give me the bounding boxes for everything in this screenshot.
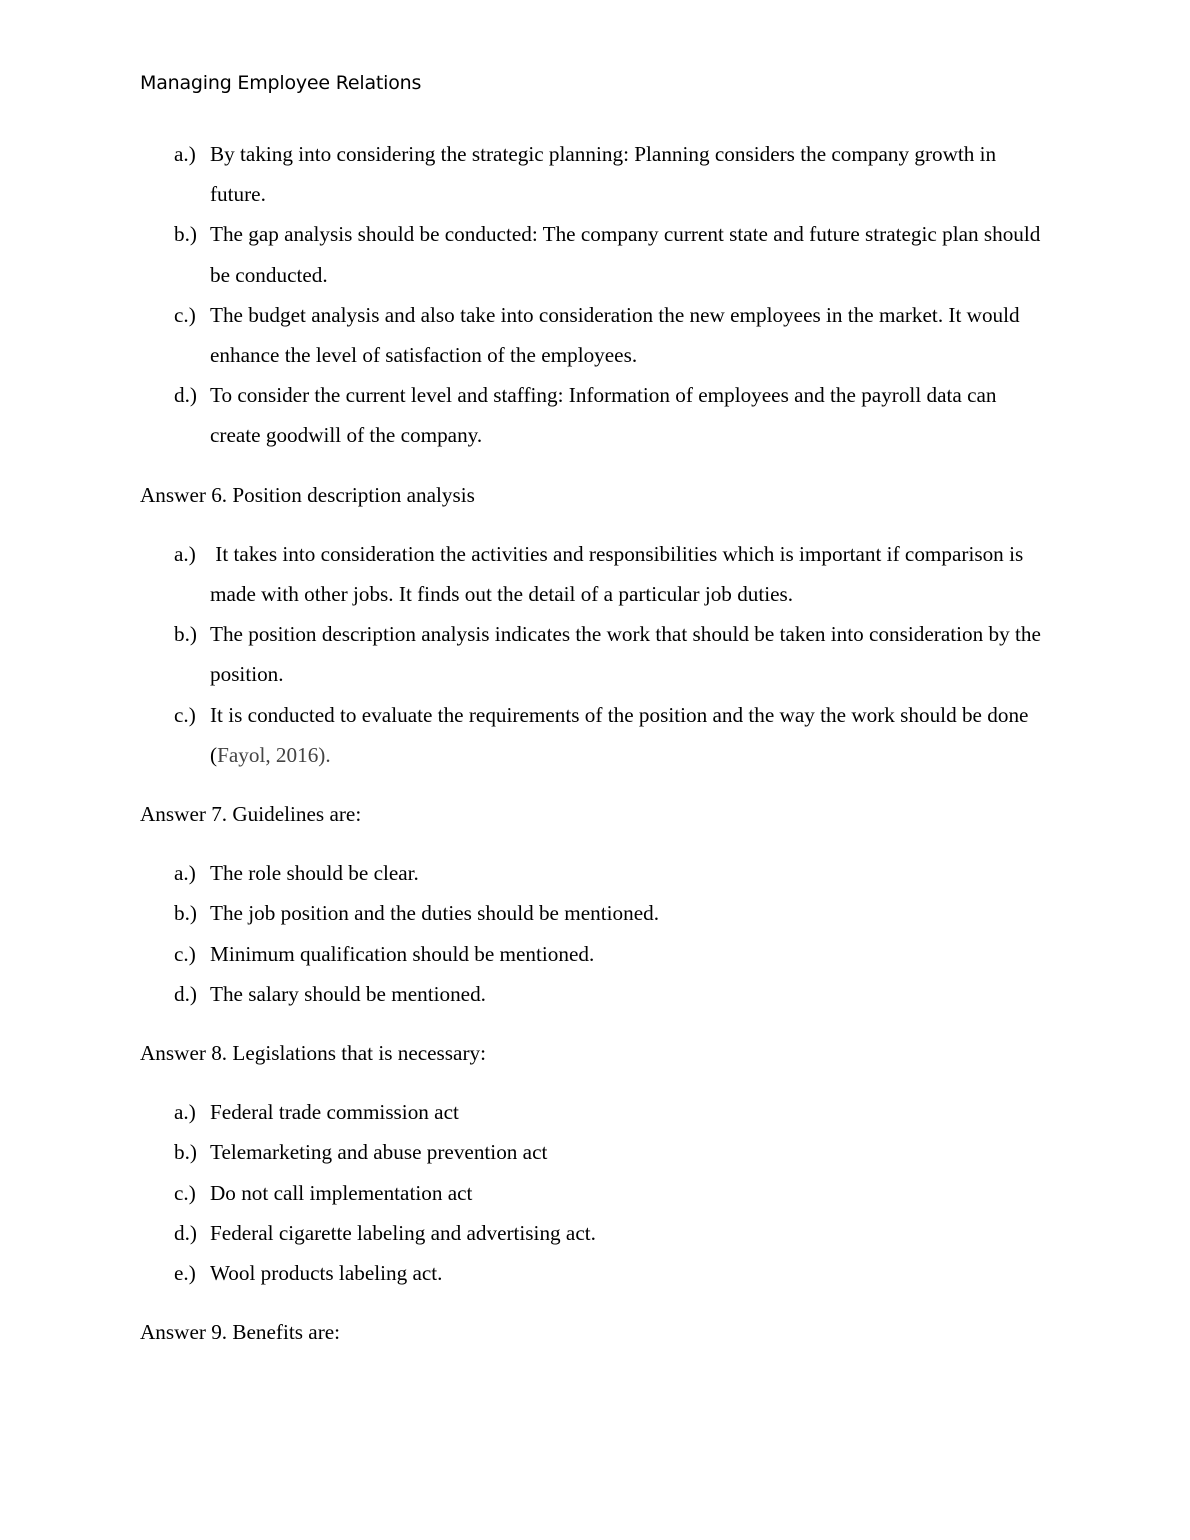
list-item bbox=[140, 934, 1050, 974]
list-marker: e.) bbox=[174, 1261, 196, 1286]
answer-6-heading: Answer 6. Position description analysis bbox=[140, 482, 475, 507]
list-marker: b.) bbox=[174, 901, 197, 926]
answer-5-list bbox=[140, 134, 1050, 456]
list-item-text: By taking into considering the strategic planning: Planning considers the company growth in future. bbox=[210, 142, 997, 207]
list-item bbox=[140, 1213, 1050, 1253]
running-header: Managing Employee Relations bbox=[140, 72, 422, 94]
list-item-text: The role should be clear. bbox=[210, 861, 419, 886]
answer-9-heading: Answer 9. Benefits are: bbox=[140, 1320, 341, 1345]
list-item-text: Telemarketing and abuse prevention act bbox=[210, 1140, 548, 1165]
list-marker: b.) bbox=[174, 1140, 197, 1165]
list-marker: a.) bbox=[174, 541, 196, 566]
list-item-text: The position description analysis indicates the work that should be taken into consideration by the position. bbox=[210, 622, 1041, 687]
list-item bbox=[140, 295, 1050, 375]
answer-8-heading: Answer 8. Legislations that is necessary: bbox=[140, 1041, 486, 1066]
list-marker: d.) bbox=[174, 383, 197, 408]
list-item-text: Federal trade commission act bbox=[210, 1100, 459, 1125]
list-item bbox=[140, 974, 1050, 1014]
list-marker: b.) bbox=[174, 622, 197, 647]
list-item bbox=[140, 614, 1050, 694]
document-body bbox=[140, 134, 1050, 1352]
list-item bbox=[140, 134, 1050, 214]
answer-7-heading: Answer 7. Guidelines are: bbox=[140, 802, 362, 827]
list-item-text: Wool products labeling act. bbox=[210, 1261, 443, 1286]
list-item-text: It is conducted to evaluate the requirements of the position and the way the work should be done ( bbox=[210, 702, 1029, 767]
list-marker: d.) bbox=[174, 1220, 197, 1245]
list-item bbox=[140, 534, 1050, 614]
list-marker: c.) bbox=[174, 941, 196, 966]
list-item-text: The budget analysis and also take into consideration the new employees in the market. It would enhance the level of satisfaction of the employees. bbox=[210, 302, 1020, 368]
citation: Fayol, 2016). bbox=[217, 742, 331, 767]
list-item bbox=[140, 1132, 1050, 1172]
list-item-text: Federal cigarette labeling and advertising act. bbox=[210, 1220, 596, 1245]
list-marker: a.) bbox=[174, 861, 196, 886]
list-item bbox=[140, 375, 1050, 455]
list-item bbox=[140, 1173, 1050, 1213]
answer-6-list bbox=[140, 534, 1050, 775]
list-marker: a.) bbox=[174, 1100, 196, 1125]
list-item-text: It takes into consideration the activities and responsibilities which is important if comparison is made with other jobs. It finds out the detail of a particular job duties. bbox=[210, 541, 1029, 607]
list-marker: a.) bbox=[174, 142, 196, 166]
list-item-text: The gap analysis should be conducted: The company current state and future strategic plan should be conducted. bbox=[210, 222, 1041, 287]
list-item bbox=[140, 893, 1050, 933]
answer-7-list bbox=[140, 853, 1050, 1014]
list-item bbox=[140, 1253, 1050, 1293]
list-item bbox=[140, 214, 1050, 294]
list-marker: b.) bbox=[174, 222, 197, 247]
list-item bbox=[140, 695, 1050, 775]
list-item-text: Minimum qualification should be mentioned. bbox=[210, 941, 595, 966]
list-marker: c.) bbox=[174, 702, 196, 727]
list-item-text: The job position and the duties should be mentioned. bbox=[210, 901, 659, 926]
list-marker: c.) bbox=[174, 1180, 196, 1205]
list-item-text: To consider the current level and staffing: Information of employees and the payroll data can create goodwill of the company. bbox=[210, 383, 997, 448]
list-item-text: Do not call implementation act bbox=[210, 1180, 473, 1205]
answer-8-list bbox=[140, 1092, 1050, 1293]
list-marker: d.) bbox=[174, 981, 197, 1006]
list-marker: c.) bbox=[174, 302, 196, 327]
list-item-text: The salary should be mentioned. bbox=[210, 981, 486, 1006]
list-item bbox=[140, 853, 1050, 893]
list-item bbox=[140, 1092, 1050, 1132]
